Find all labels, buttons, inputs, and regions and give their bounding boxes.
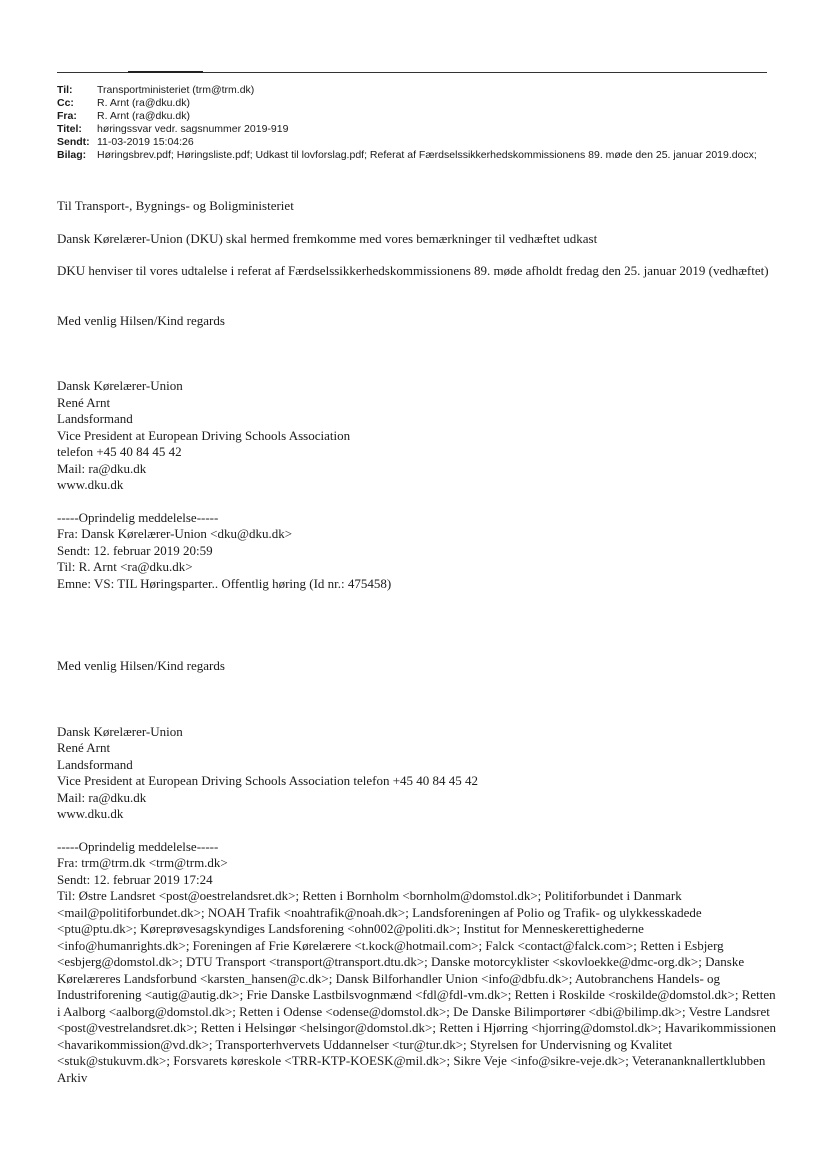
original-message (57, 839, 777, 1087)
closing: Med venlig Hilsen/Kind regards (57, 312, 225, 328)
signature-role-phone: Vice President at European Driving Schools Association telefon +45 40 84 45 42 (57, 773, 479, 788)
email-header (57, 84, 777, 162)
header-divider-accent (128, 71, 203, 73)
original-sent: Sendt: 12. februar 2019 20:59 (57, 542, 213, 558)
signature-title: Landsformand (57, 411, 133, 426)
signature-org: Dansk Kørelærer-Union (57, 378, 183, 393)
header-label: Titel: (57, 123, 82, 135)
signature-role: Vice President at European Driving Schools Association (57, 427, 351, 443)
header-row-sent (57, 136, 777, 149)
attachments-list: Høringsbrev.pdf; Høringsliste.pdf; Udkast til lovforslag.pdf; Referat af Færdselssikkerhedskommissionens 89. møde den 25. januar 2019.docx; (97, 149, 757, 161)
original-subject: Emne: VS: TIL Høringsparter.. Offentlig høring (Id nr.: 475458) (57, 575, 392, 591)
header-label: Cc: (57, 97, 74, 109)
closing: Med venlig Hilsen/Kind regards (57, 658, 225, 673)
header-label: Sendt: (57, 136, 90, 148)
header-value: R. Arnt (ra@dku.dk) (97, 97, 190, 109)
original-to-recipients: Til: Østre Landsret <post@oestrelandsret.dk>; Retten i Bornholm <bornholm@domstol.dk>; Politiforbundet i Danmark <mail@politiforbundet.dk>; NOAH Trafik <noahtrafik@noah.dk>; Landsforeningen af Polio og Trafik- og ulykkesskadede <ptu@ptu.dk>; Køreprøvesagskyndiges Landsforening <ohn002@politi.dk>; Institut for Menneskerettighederne <info@humanrights.dk>; Foreningen af Frie Kørelærere <t.kock@hotmail.com>; Falck <contact@falck.com>; Retten i Esbjerg <esbjerg@domstol.dk>; DTU Transport <transport@transport.dtu.dk>; Danske motorcyklister <skovloekke@dmc-org.dk>; Danske Kørelæreres Landsforbund <karsten_hansen@c.dk>; Dansk Bilforhandler Union <info@dbfu.dk>; Autobranchens Handels- og Industriforening <autig@autig.dk>; Frie Danske Lastbilsvognmænd <fdl@fdl-vm.dk>; Retten i Roskilde <roskilde@domstol.dk>; Retten i Aalborg <aalborg@domstol.dk>; Retten i Odense <odense@domstol.dk>; De Danske Bilimportører <dbi@bilimp.dk>; Vestre Landsret <post@vestrelandsret.dk>; Retten i Helsingør <helsingor@domstol.dk>; Retten i Hjørring <hjorring@domstol.dk>; Havarikommissionen <havarikommission@vd.dk>; Transporterhvervets Uddannelser <tur@tur.dk>; Styrelsen for Undervisning og Kvalitet <stuk@stukuvm.dk>; Forsvarets køreskole <TRR-KTP-KOESK@mil.dk>; Sikre Veje <info@sikre-veje.dk>; Veterananknallertklubben Arkiv (57, 888, 776, 1085)
original-sent: Sendt: 12. februar 2019 17:24 (57, 871, 213, 887)
signature-org: Dansk Kørelærer-Union (57, 723, 183, 739)
signature-name: René Arnt (57, 740, 111, 755)
original-from: Fra: trm@trm.dk <trm@trm.dk> (57, 855, 228, 870)
header-label: Til: (57, 84, 73, 96)
header-value: Transportministeriet (trm@trm.dk) (97, 84, 255, 96)
header-value: 11-03-2019 15:04:26 (97, 136, 194, 148)
header-row-cc (57, 97, 777, 110)
header-label: Bilag: (57, 149, 87, 161)
header-row-attachments (57, 149, 777, 162)
header-value: høringssvar vedr. sagsnummer 2019-919 (97, 123, 289, 135)
header-value: R. Arnt (ra@dku.dk) (97, 110, 190, 122)
original-marker: -----Oprindelig meddelelse----- (57, 509, 219, 525)
signature-web: www.dku.dk (57, 806, 124, 821)
signature-title: Landsformand (57, 756, 133, 772)
greeting: Til Transport-, Bygnings- og Boligministeriet (57, 198, 294, 213)
original-message (57, 510, 777, 593)
signature-name: René Arnt (57, 394, 111, 410)
signature-phone: telefon +45 40 84 45 42 (57, 444, 182, 459)
header-row-from (57, 110, 777, 123)
header-label: Fra: (57, 110, 77, 122)
signature (57, 378, 777, 494)
original-marker: -----Oprindelig meddelelse----- (57, 838, 219, 854)
signature (57, 724, 777, 823)
header-row-title (57, 123, 777, 136)
signature-web: www.dku.dk (57, 477, 124, 492)
email-body (57, 198, 777, 1086)
paragraph: Dansk Kørelærer-Union (DKU) skal hermed fremkomme med vores bemærkninger til vedhæftet udkast (57, 230, 598, 246)
signature-mail: Mail: ra@dku.dk (57, 460, 147, 476)
header-row-to (57, 84, 777, 97)
signature-mail: Mail: ra@dku.dk (57, 789, 147, 805)
paragraph: DKU henviser til vores udtalelse i referat af Færdselssikkerhedskommissionens 89. møde afholdt fredag den 25. januar 2019 (vedhæftet) (57, 263, 769, 278)
original-from: Fra: Dansk Kørelærer-Union <dku@dku.dk> (57, 526, 293, 541)
original-to: Til: R. Arnt <ra@dku.dk> (57, 559, 193, 574)
